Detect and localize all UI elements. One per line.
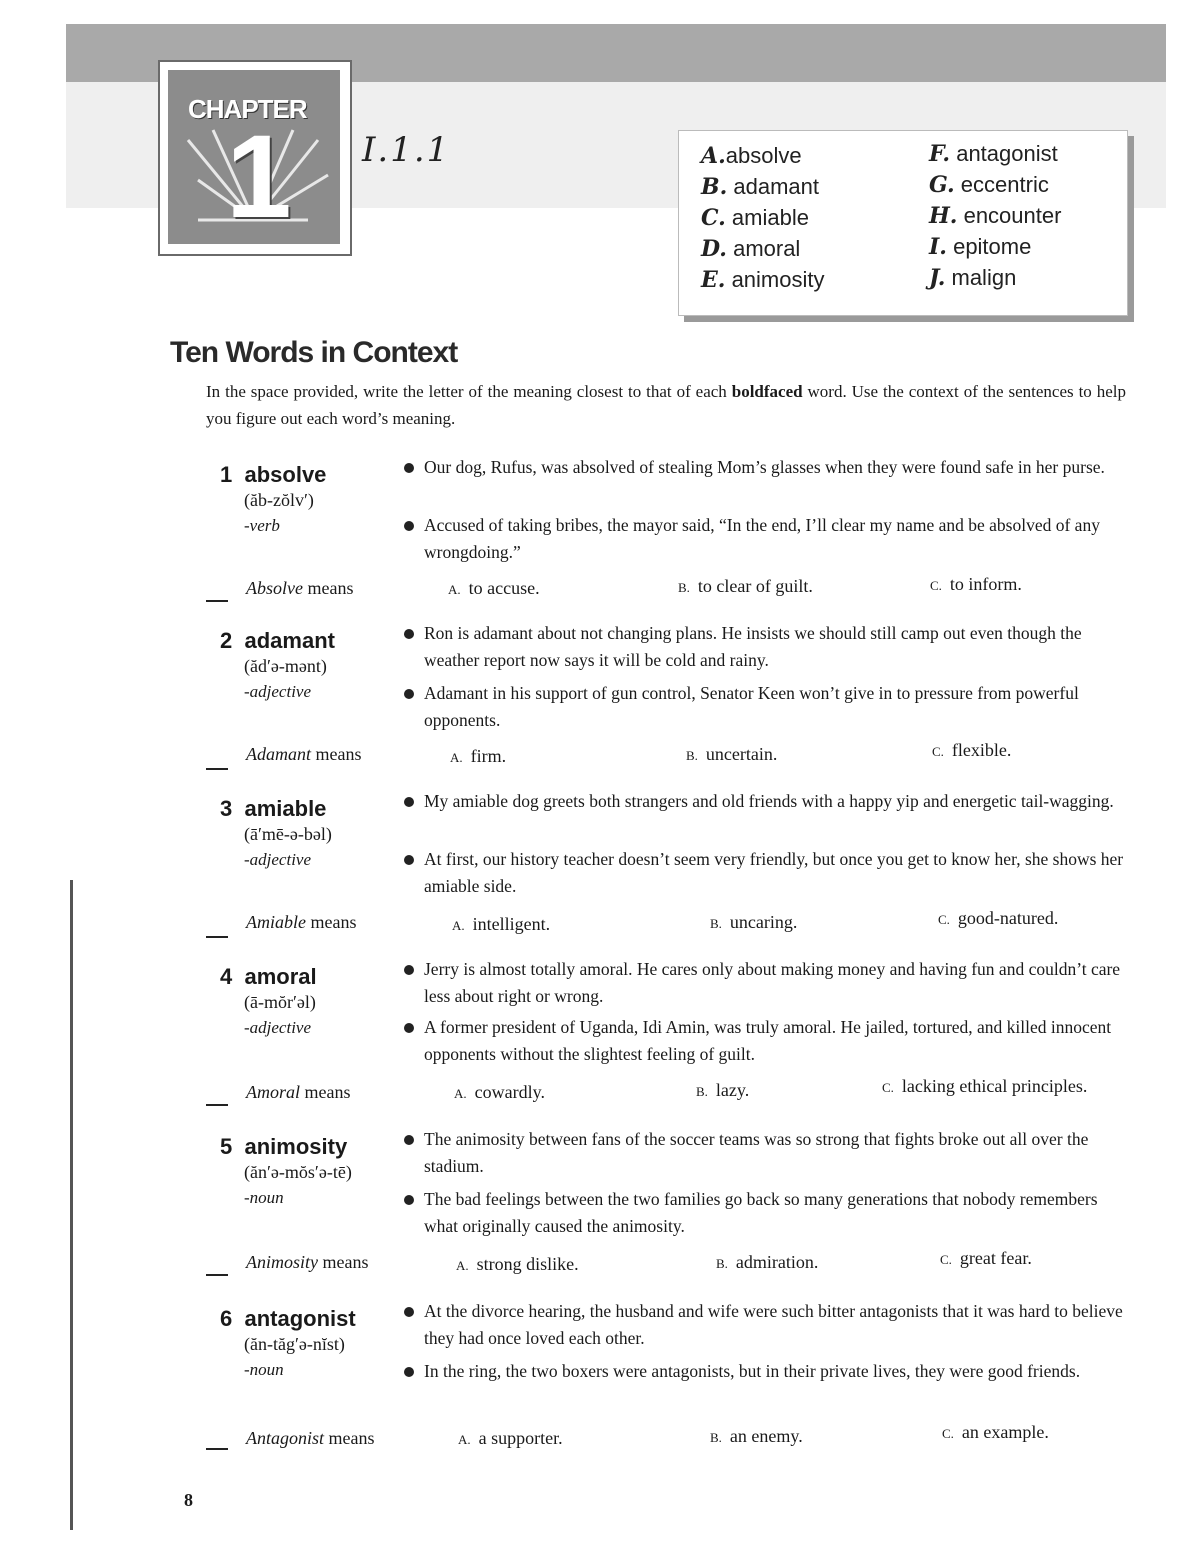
example-sentence: Accused of taking bribes, the mayor said, “In the end, I’ll clear my name and be absolved of any wrongdoing.” (424, 512, 1124, 566)
bullet-icon (404, 1195, 414, 1205)
option-c: C. flexible. (932, 740, 1012, 760)
bullet-icon (404, 521, 414, 531)
answer-blank[interactable] (206, 600, 228, 602)
entry-pronunciation: (ăn′ə-mŏs′ə-tē) (244, 1162, 352, 1182)
means-prompt: Amoral means (246, 1082, 351, 1102)
example-sentence: At the divorce hearing, the husband and wife were such bitter antagonists that it was hard to believe they had once loved each other. (424, 1298, 1124, 1352)
option-a: A. cowardly. (454, 1082, 545, 1102)
word-list-item: B. adamant (701, 174, 820, 200)
entry-part-of-speech: -noun (244, 1188, 284, 1207)
chapter-badge-inner (168, 70, 340, 244)
example-sentence: My amiable dog greets both strangers and old friends with a happy yip and energetic tail-wagging. (424, 788, 1124, 815)
option-a: A. a supporter. (458, 1428, 563, 1448)
bullet-icon (404, 1023, 414, 1033)
option-c: C. to inform. (930, 574, 1022, 594)
entry-headword: 5 animosity (220, 1134, 348, 1159)
answer-blank[interactable] (206, 936, 228, 938)
answer-blank[interactable] (206, 1104, 228, 1106)
entry-headword: 3 amiable (220, 796, 327, 821)
example-sentence: Jerry is almost totally amoral. He cares only about making money and having fun and couldn’t care less about right or wrong. (424, 956, 1124, 1010)
option-a: A. firm. (450, 746, 507, 766)
word-list-item: F. antagonist (929, 141, 1058, 167)
word-list-item: H. encounter (929, 203, 1062, 229)
entry-pronunciation: (ā-mŏr′əl) (244, 992, 316, 1012)
bullet-icon (404, 689, 414, 699)
handwritten-note: I.1.1 (362, 130, 451, 170)
means-prompt: Absolve means (246, 578, 354, 598)
entry-part-of-speech: -adjective (244, 682, 312, 701)
means-prompt: Amiable means (246, 912, 357, 932)
entry-headword: 2 adamant (220, 628, 335, 653)
word-list-item: G. eccentric (929, 172, 1049, 198)
means-prompt: Animosity means (246, 1252, 369, 1272)
chapter-number: 1 (226, 111, 292, 243)
bullet-icon (404, 1307, 414, 1317)
option-b: B. uncertain. (686, 744, 778, 764)
example-sentence: In the ring, the two boxers were antagonists, but in their private lives, they were good friends. (424, 1358, 1124, 1385)
option-b: B. uncaring. (710, 912, 798, 932)
bullet-icon (404, 1367, 414, 1377)
example-sentence: Ron is adamant about not changing plans. He insists we should still camp out even though the weather report now says it will be cold and rainy. (424, 620, 1124, 674)
scan-edge-line (70, 880, 73, 1530)
entry-pronunciation: (ăd′ə-mənt) (244, 656, 327, 676)
word-list-item: C. amiable (701, 205, 809, 231)
option-c: C. lacking ethical principles. (882, 1076, 1088, 1096)
entry-headword: 4 amoral (220, 964, 317, 989)
entry-pronunciation: (ăn-tăg′ə-nĭst) (244, 1334, 345, 1354)
example-sentence: Our dog, Rufus, was absolved of stealing Mom’s glasses when they were found safe in her purse. (424, 454, 1124, 481)
option-c: C. an example. (942, 1422, 1049, 1442)
entry-part-of-speech: -verb (244, 516, 280, 535)
bullet-icon (404, 629, 414, 639)
instructions: In the space provided, write the letter of the meaning closest to that of each boldfaced word. Use the context of the sentences to help you figure out each word’s meaning. (206, 382, 1126, 428)
page-number: 8 (184, 1490, 193, 1510)
entry-headword: 1 absolve (220, 462, 327, 487)
option-c: C. good-natured. (938, 908, 1059, 928)
answer-blank[interactable] (206, 1448, 228, 1450)
bullet-icon (404, 797, 414, 807)
bullet-icon (404, 1135, 414, 1145)
entry-part-of-speech: -adjective (244, 1018, 312, 1037)
word-list-box (678, 130, 1128, 316)
entry-headword: 6 antagonist (220, 1306, 356, 1331)
word-list-item: E. animosity (701, 267, 825, 293)
example-sentence: A former president of Uganda, Idi Amin, was truly amoral. He jailed, tortured, and killed innocent opponents without the slightest feeling of guilt. (424, 1014, 1124, 1068)
word-list-item: I. epitome (929, 234, 1032, 260)
example-sentence: At first, our history teacher doesn’t seem very friendly, but once you get to know her, she shows her amiable side. (424, 846, 1124, 900)
entry-part-of-speech: -adjective (244, 850, 312, 869)
entry-part-of-speech: -noun (244, 1360, 284, 1379)
word-list-item: J. malign (929, 265, 1017, 291)
example-sentence: The animosity between fans of the soccer teams was so strong that fights broke out all over the stadium. (424, 1126, 1124, 1180)
answer-blank[interactable] (206, 1274, 228, 1276)
bullet-icon (404, 855, 414, 865)
example-sentence: Adamant in his support of gun control, Senator Keen won’t give in to pressure from powerful opponents. (424, 680, 1124, 734)
means-prompt: Adamant means (246, 744, 362, 764)
answer-blank[interactable] (206, 768, 228, 770)
chapter-label: CHAPTER (188, 94, 307, 124)
option-a: A. strong dislike. (456, 1254, 579, 1274)
example-sentence: The bad feelings between the two families go back so many generations that nobody remembers what originally caused the animosity. (424, 1186, 1124, 1240)
entry-pronunciation: (ā′mē-ə-bəl) (244, 824, 332, 844)
option-a: A. to accuse. (448, 578, 540, 598)
word-list-item: D. amoral (701, 236, 801, 262)
bullet-icon (404, 463, 414, 473)
means-prompt: Antagonist means (246, 1428, 375, 1448)
option-a: A. intelligent. (452, 914, 551, 934)
option-b: B. admiration. (716, 1252, 819, 1272)
word-list-item: A.absolve (701, 143, 802, 169)
section-title: Ten Words in Context (170, 336, 458, 369)
option-b: B. an enemy. (710, 1426, 803, 1446)
chapter-badge (158, 60, 352, 256)
option-b: B. to clear of guilt. (678, 576, 813, 596)
entry-pronunciation: (ăb-zŏlv′) (244, 490, 314, 510)
option-c: C. great fear. (940, 1248, 1032, 1268)
option-b: B. lazy. (696, 1080, 750, 1100)
bullet-icon (404, 965, 414, 975)
